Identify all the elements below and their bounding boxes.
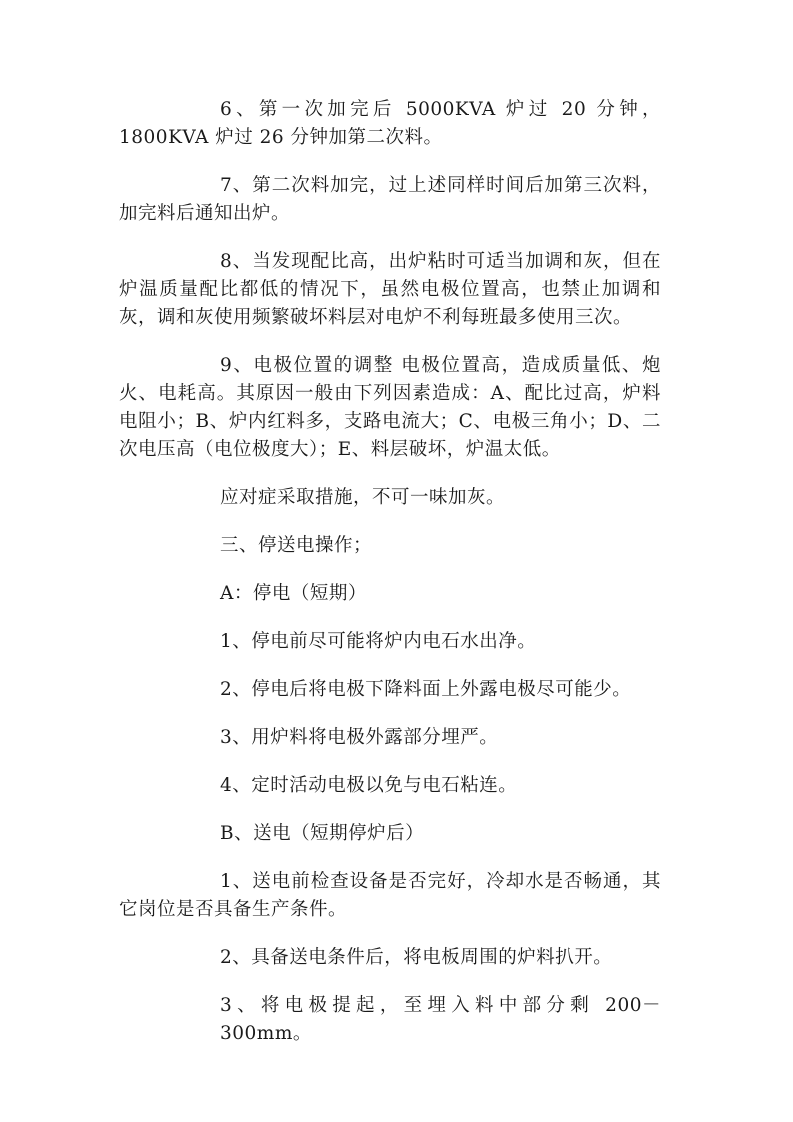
power-on-step-3: 3、将电极提起，至埋入料中部分剩 200－300mm。 [220, 995, 661, 1044]
paragraph-step-6: 6、第一次加完后 5000KVA 炉过 20 分钟，1800KVA 炉过 26 分钟加第二次料。 [119, 99, 661, 148]
paragraph-step-7: 7、第二次料加完，过上述同样时间后加第三次料，加完料后通知出炉。 [119, 175, 661, 224]
document-page [119, 96, 661, 1068]
subheading-power-on: B、送电（短期停炉后） [220, 823, 425, 844]
subheading-power-off: A：停电（短期） [220, 583, 367, 604]
power-off-step-2: 2、停电后将电极下降料面上外露电极尽可能少。 [220, 679, 632, 700]
section-heading-power-operation: 三、停送电操作； [220, 535, 373, 556]
paragraph-note: 应对症采取措施，不可一味加灰。 [220, 487, 506, 508]
power-on-step-2: 2、具备送电条件后，将电板周围的炉料扒开。 [220, 947, 613, 968]
paragraph-step-9: 9、电极位置的调整 电极位置高，造成质量低、炮火、电耗高。其原因一般由下列因素造成：A、配比过高，炉料电阻小；B、炉内红料多，支路电流大；C、电极三角小；D、二次电压高（电位极度大）；E、料层破坏，炉温太低。 [119, 355, 661, 460]
paragraph-step-8: 8、当发现配比高，出炉粘时可适当加调和灰，但在炉温质量配比都低的情况下，虽然电极位置高，也禁止加调和灰，调和灰使用频繁破坏料层对电炉不利每班最多使用三次。 [119, 251, 661, 328]
power-on-step-1: 1、送电前检查设备是否完好，冷却水是否畅通，其它岗位是否具备生产条件。 [119, 871, 661, 920]
power-off-step-3: 3、用炉料将电极外露部分埋严。 [220, 727, 499, 748]
power-off-step-4: 4、定时活动电极以免与电石粘连。 [220, 775, 518, 796]
power-off-step-1: 1、停电前尽可能将炉内电石水出净。 [220, 631, 537, 652]
